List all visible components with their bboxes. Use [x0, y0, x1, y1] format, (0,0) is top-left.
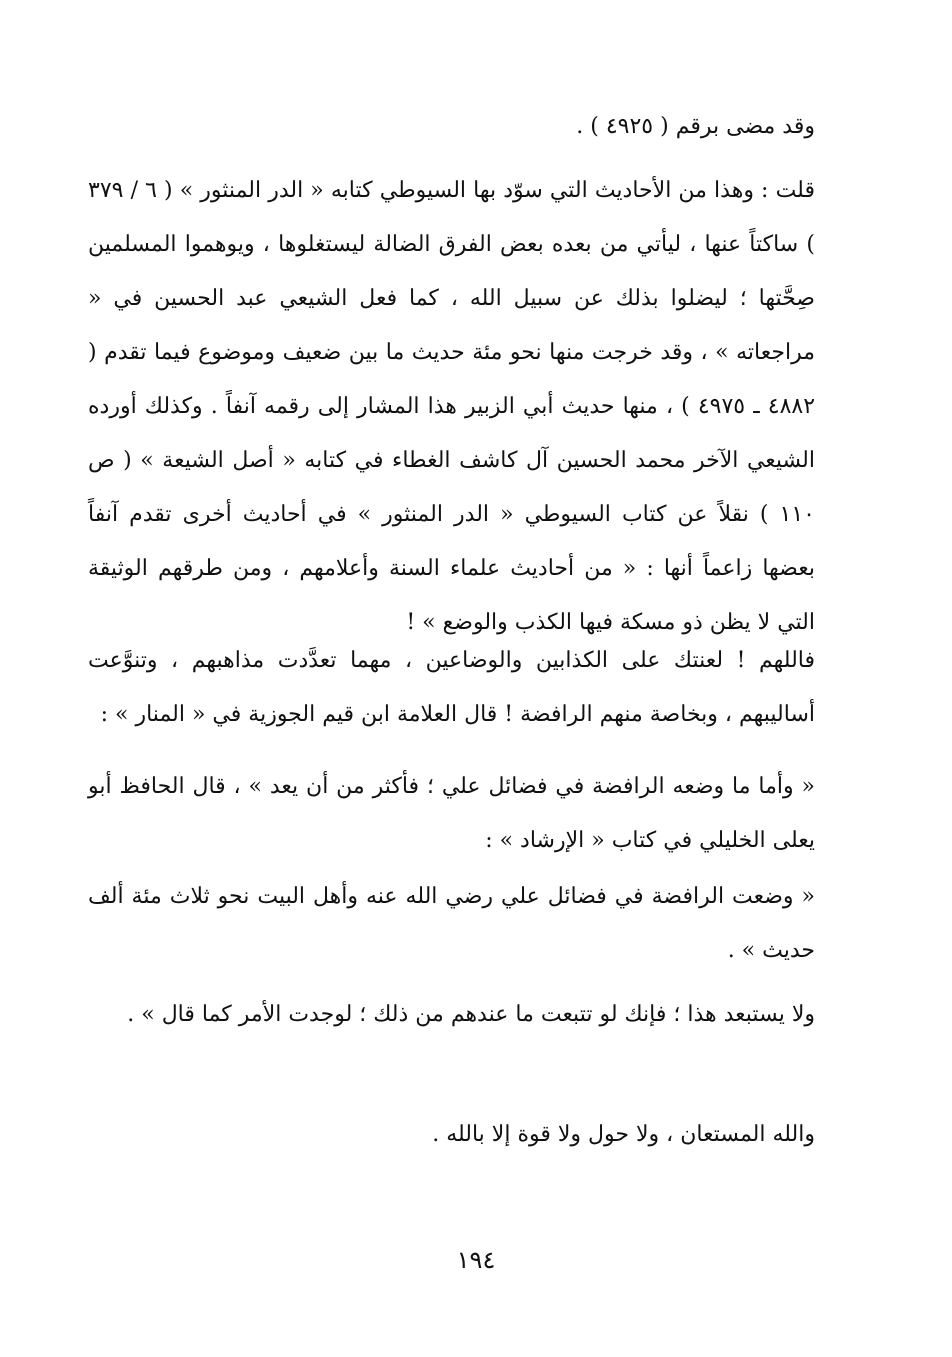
- page-number: ١٩٤: [456, 1246, 496, 1274]
- paragraph-commentary: قلت : وهذا من الأحاديث التي سوّد بها السيوطي كتابه « الدر المنثور » ( ٦ / ٣٧٩ ) ساكتاً عنها ، ليأتي من بعده بعض الفرق الضالة ليستغلوها ، ويوهموا المسلمين صِحَّتها ؛ ليضلوا بذلك عن سبيل الله ، كما فعل الشيعي عبد الحسين في « مراجعاته » ، وقد خرجت منها نحو مئة حديث ما بين ضعيف وموضوع فيما تقدم ( ٤٨٨٢ ـ ٤٩٧٥ ) ، منها حديث أبي الزبير هذا المشار إلى رقمه آنفاً . وكذلك أورده الشيعي الآخر محمد الحسين آل كاشف الغطاء في كتابه « أصل الشيعة » ( ص ١١٠ ) نقلاً عن كتاب السيوطي « الدر المنثور » في أحاديث أخرى تقدم آنفاً بعضها زاعماً أنها : « من أحاديث علماء السنة وأعلامهم ، ومن طرقهم الوثيقة التي لا يظن ذو مسكة فيها الكذب والوضع » !: [88, 178, 816, 635]
- closing-line: والله المستعان ، ولا حول ولا قوة إلا بالله .: [432, 1122, 815, 1147]
- quote-al-manar: « وأما ما وضعه الرافضة في فضائل علي ؛ فأكثر من أن يعد » ، قال الحافظ أبو يعلى الخليلي في كتاب « الإرشاد » :: [88, 774, 815, 853]
- intro-line: وقد مضى برقم ( ٤٩٢٥ ) .: [576, 114, 815, 139]
- quote-al-irshad: « وضعت الرافضة في فضائل علي رضي الله عنه وأهل البيت نحو ثلاث مئة ألف حديث » .: [88, 884, 815, 963]
- paragraph-invocation: فاللهم ! لعنتك على الكذابين والوضاعين ، مهما تعدَّدت مذاهبهم ، وتنوَّعت أساليبهم ، وبخاصة منهم الرافضة ! قال العلامة ابن قيم الجوزية في « المنار » :: [88, 648, 815, 727]
- paragraph-conclusion: ولا يستبعد هذا ؛ فإنك لو تتبعت ما عندهم من ذلك ؛ لوجدت الأمر كما قال » .: [127, 1002, 815, 1027]
